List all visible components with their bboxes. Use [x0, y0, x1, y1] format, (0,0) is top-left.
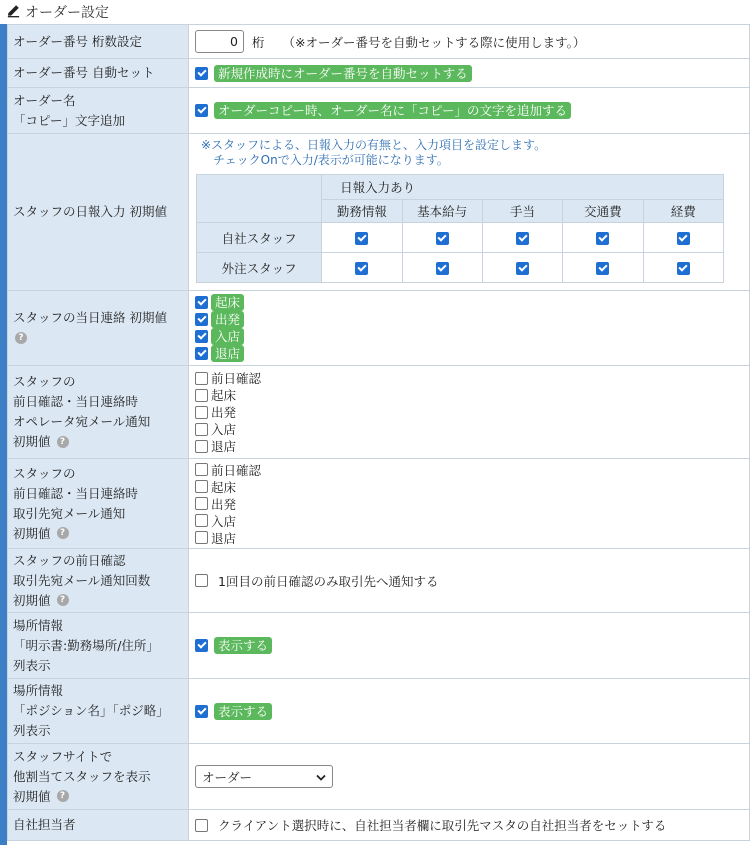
matrix-row-header: 自社スタッフ — [197, 223, 322, 253]
ordername-option-label[interactable]: オーダーコピー時、オーダー名に「コピー」の文字を追加する — [214, 102, 571, 119]
sameday-checkbox[interactable] — [195, 347, 208, 360]
matrix-checkbox[interactable] — [355, 232, 368, 245]
row-label — [8, 459, 189, 549]
opmail-checkbox[interactable] — [195, 406, 208, 419]
matrix-row-header: 外注スタッフ — [197, 253, 322, 283]
clientmail-checkbox[interactable] — [195, 463, 208, 476]
matrix-col-header: 経費 — [643, 200, 723, 223]
owner-option-label[interactable]: クライアント選択時に、自社担当者欄に取引先マスタの自社担当者をセットする — [218, 818, 667, 833]
clientmail-item-label[interactable]: 入店 — [211, 513, 237, 529]
label-line: 初期値 — [13, 592, 51, 608]
label-line: 場所情報 — [13, 617, 64, 633]
matrix-checkbox[interactable] — [436, 262, 449, 275]
sameday-item-label[interactable]: 入店 — [211, 328, 244, 345]
row-dailyreport — [8, 134, 750, 291]
matrix-col-header: 基本給与 — [402, 200, 482, 223]
digits-unit: 桁 — [252, 34, 265, 50]
row-label — [8, 613, 189, 679]
row-label: オーダー番号 桁数設定 — [8, 25, 189, 59]
sameday-checkbox[interactable] — [195, 296, 208, 309]
prevcount-option-label[interactable]: 1回目の前日確認のみ取引先へ通知する — [218, 573, 439, 589]
chevron-down-icon — [316, 769, 326, 784]
place-option-label[interactable]: 表示する — [214, 637, 272, 654]
label-line: 場所情報 — [13, 683, 64, 698]
opmail-item-label[interactable]: 入店 — [211, 422, 237, 437]
owner-checkbox[interactable] — [195, 819, 208, 832]
label-line: 取引先宛メール通知 — [13, 505, 126, 521]
opmail-checklist — [195, 370, 743, 455]
label-line: 初期値 — [13, 434, 51, 449]
row-label — [8, 679, 189, 744]
label-line: 前日確認・当日連絡時 — [13, 485, 139, 501]
row-owner — [8, 810, 750, 841]
label-line: 列表示 — [13, 657, 51, 673]
label-line: スタッフの — [13, 465, 76, 481]
matrix-col-header: 勤務情報 — [322, 200, 402, 223]
label-line: オーダー名 — [13, 92, 76, 108]
sameday-item-label[interactable]: 起床 — [211, 294, 244, 311]
sameday-item-label[interactable]: 退店 — [211, 345, 244, 362]
clientmail-checkbox[interactable] — [195, 480, 208, 493]
row-autoset — [8, 59, 750, 88]
row-label — [8, 744, 189, 810]
opmail-item-label[interactable]: 退店 — [211, 439, 237, 454]
clientmail-item-label[interactable]: 起床 — [211, 479, 237, 495]
row-prevcount — [8, 549, 750, 613]
opmail-checkbox[interactable] — [195, 389, 208, 402]
position-checkbox[interactable] — [195, 705, 208, 718]
matrix-checkbox[interactable] — [677, 232, 690, 245]
place-checkbox[interactable] — [195, 639, 208, 652]
matrix-checkbox[interactable] — [436, 232, 449, 245]
label-line: オペレータ宛メール通知 — [13, 414, 151, 429]
dailyreport-note — [195, 138, 743, 168]
matrix-group-header: 日報入力あり — [322, 175, 724, 200]
dailyreport-matrix — [196, 174, 724, 283]
clientmail-checkbox[interactable] — [195, 514, 208, 527]
sameday-checkbox[interactable] — [195, 313, 208, 326]
matrix-checkbox[interactable] — [516, 232, 529, 245]
row-label — [8, 88, 189, 134]
matrix-checkbox[interactable] — [677, 262, 690, 275]
row-place — [8, 613, 750, 679]
row-clientmail — [8, 459, 750, 549]
label-line: 列表示 — [13, 723, 51, 738]
section-title — [6, 2, 109, 22]
matrix-checkbox[interactable] — [516, 262, 529, 275]
clientmail-checklist — [195, 461, 743, 546]
row-label: スタッフの日報入力 初期値 — [8, 134, 189, 291]
sameday-checklist — [195, 294, 743, 362]
label-line: スタッフサイトで — [13, 748, 113, 764]
label-line: 取引先宛メール通知回数 — [13, 572, 151, 588]
help-icon[interactable]: ? — [57, 527, 69, 539]
help-icon[interactable]: ? — [57, 594, 69, 606]
row-label — [8, 549, 189, 613]
clientmail-item-label[interactable]: 前日確認 — [211, 462, 262, 478]
opmail-checkbox[interactable] — [195, 440, 208, 453]
help-icon[interactable]: ? — [15, 332, 27, 344]
opmail-item-label[interactable]: 出発 — [211, 405, 237, 420]
sameday-checkbox[interactable] — [195, 330, 208, 343]
section-accent-bar — [0, 24, 7, 845]
row-ordername — [8, 88, 750, 134]
opmail-item-label[interactable]: 起床 — [211, 388, 237, 403]
row-label: 自社担当者 — [8, 810, 189, 841]
clientmail-checkbox[interactable] — [195, 531, 208, 544]
row-othersite — [8, 744, 750, 810]
label-line: 前日確認・当日連絡時 — [13, 394, 139, 409]
settings-table — [7, 24, 750, 841]
digits-note: （※オーダー番号を自動セットする際に使用します。） — [282, 34, 586, 50]
label-line: スタッフの — [13, 374, 76, 389]
label-line: 初期値 — [13, 788, 51, 804]
row-label — [8, 366, 189, 459]
section-title-text: オーダー設定 — [25, 5, 109, 21]
autoset-checkbox[interactable] — [195, 67, 208, 80]
matrix-corner — [197, 175, 322, 223]
ordername-checkbox[interactable] — [195, 104, 208, 117]
matrix-col-header: 交通費 — [563, 200, 643, 223]
matrix-checkbox[interactable] — [596, 262, 609, 275]
matrix-col-header: 手当 — [482, 200, 562, 223]
position-option-label[interactable]: 表示する — [214, 703, 272, 720]
label-line: スタッフの当日連絡 初期値 — [13, 310, 167, 325]
clientmail-item-label[interactable]: 退店 — [211, 530, 237, 546]
prevcount-checkbox[interactable] — [195, 574, 208, 587]
row-sameday — [8, 291, 750, 366]
autoset-option-label[interactable]: 新規作成時にオーダー番号を自動セットする — [214, 65, 472, 82]
note-line: ※スタッフによる、日報入力の有無と、入力項目を設定します。 — [201, 138, 547, 152]
pencil-icon — [6, 3, 25, 22]
help-icon[interactable]: ? — [57, 436, 69, 448]
matrix-checkbox[interactable] — [596, 232, 609, 245]
matrix-checkbox[interactable] — [355, 262, 368, 275]
othersite-select[interactable] — [195, 765, 333, 788]
opmail-item-label[interactable]: 前日確認 — [211, 371, 262, 386]
label-line: 「コピー」文字追加 — [13, 112, 126, 128]
row-opmail — [8, 366, 750, 459]
label-line: スタッフの前日確認 — [13, 552, 126, 568]
row-digits — [8, 25, 750, 59]
label-line: 「ポジション名」「ポジ略」 — [13, 703, 169, 718]
row-position — [8, 679, 750, 744]
othersite-selected-value: オーダー — [202, 769, 253, 785]
label-line: 他割当てスタッフを表示 — [13, 768, 151, 784]
note-line: チェックOnで入力/表示が可能になります。 — [213, 153, 449, 167]
row-label: オーダー番号 自動セット — [8, 59, 189, 88]
row-label — [8, 291, 189, 366]
opmail-checkbox[interactable] — [195, 423, 208, 436]
label-line: 「明示書:勤務場所/住所」 — [13, 637, 159, 653]
digits-input[interactable]: 0 — [195, 30, 244, 53]
clientmail-checkbox[interactable] — [195, 497, 208, 510]
sameday-item-label[interactable]: 出発 — [211, 311, 244, 328]
clientmail-item-label[interactable]: 出発 — [211, 496, 237, 512]
opmail-checkbox[interactable] — [195, 372, 208, 385]
label-line: 初期値 — [13, 525, 51, 541]
help-icon[interactable]: ? — [57, 790, 69, 802]
